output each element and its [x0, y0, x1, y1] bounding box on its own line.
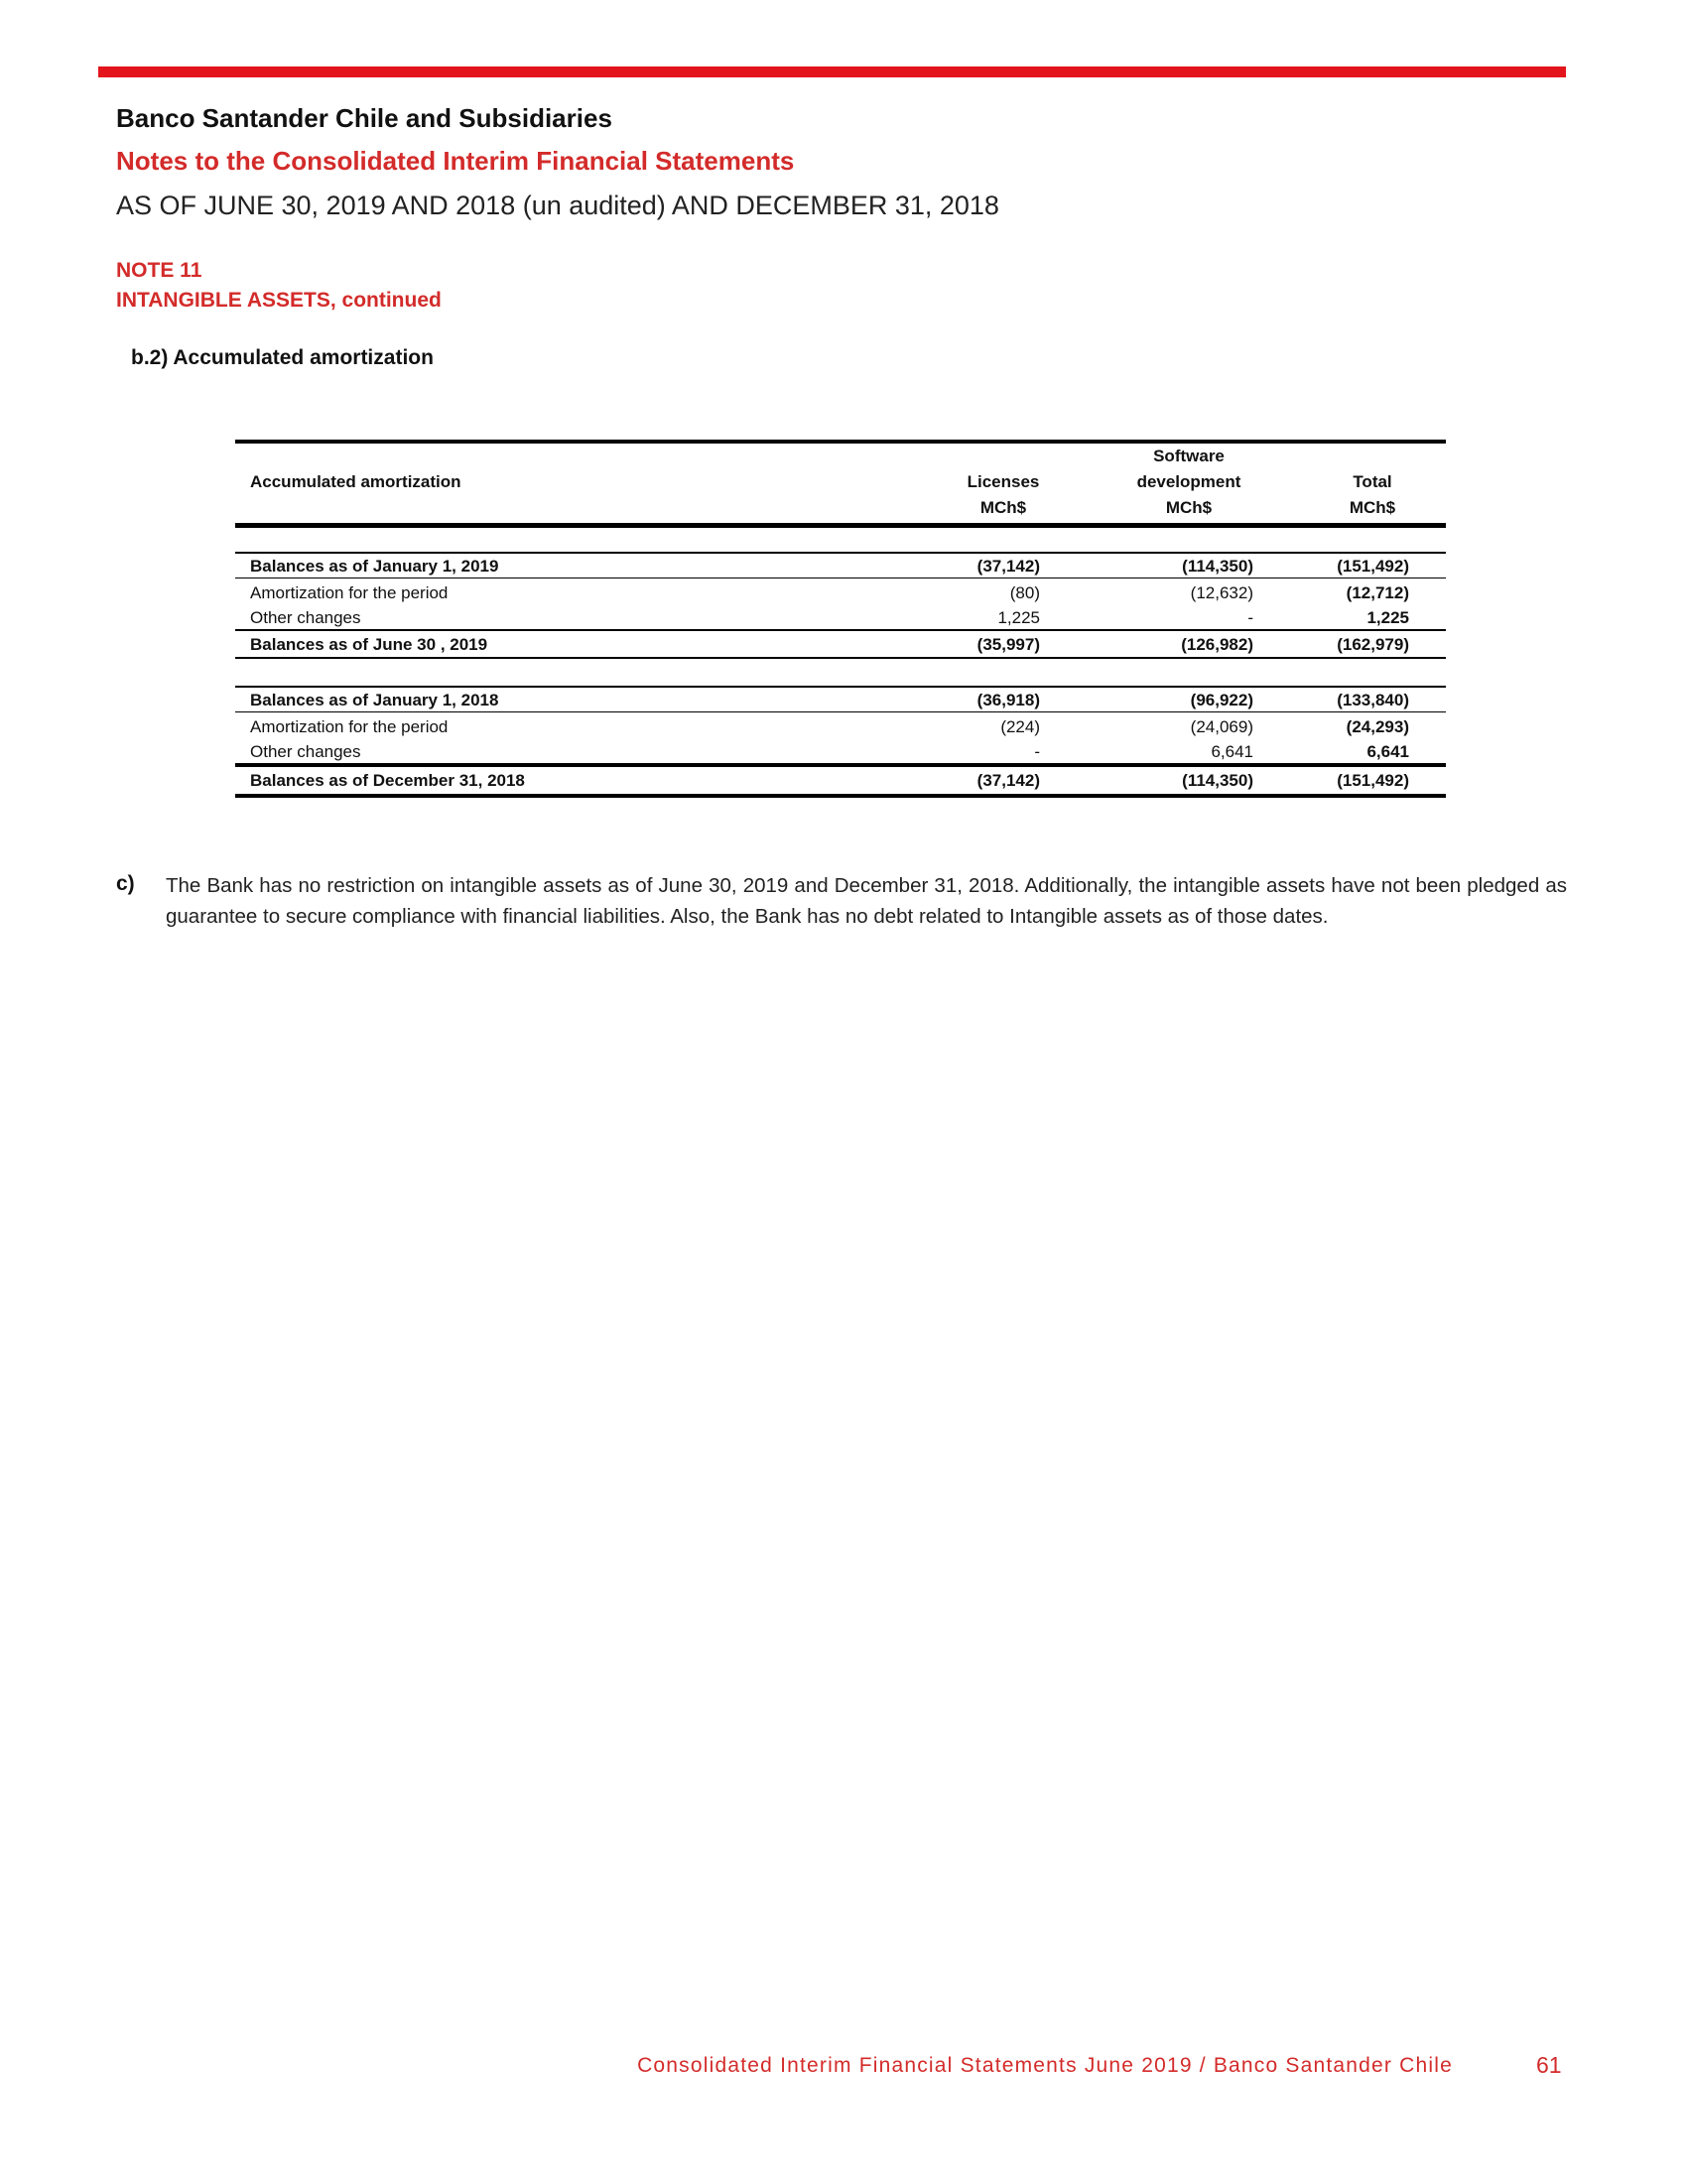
- total-value: (162,979): [1337, 635, 1409, 654]
- row-label: Other changes: [250, 608, 361, 627]
- total-value: (24,293): [1346, 717, 1409, 736]
- footer-text: Consolidated Interim Financial Statements June 2019 / Banco Santander Chile: [637, 2054, 1453, 2077]
- row-label: Other changes: [250, 742, 361, 761]
- col-header-licenses-unit: MCh$: [979, 498, 1027, 517]
- header-red-bar: [98, 66, 1566, 77]
- software-value: (114,350): [1182, 557, 1253, 576]
- section-subheading: b.2) Accumulated amortization: [131, 346, 434, 369]
- software-value: 6,641: [1211, 742, 1253, 761]
- col-header-total-unit: MCh$: [1349, 498, 1396, 517]
- col-header-licenses: Licenses: [967, 472, 1040, 491]
- licenses-value: (224): [1000, 717, 1040, 736]
- licenses-value: 1,225: [997, 608, 1040, 627]
- total-value: 6,641: [1366, 742, 1409, 761]
- table-bottom-rule: [235, 794, 1446, 798]
- col-header-software: Software: [1153, 447, 1225, 465]
- note-title: INTANGIBLE ASSETS, continued: [116, 289, 442, 312]
- row-rule: [235, 711, 1446, 712]
- header-bottom-rule: [235, 523, 1446, 528]
- total-value: (12,712): [1346, 583, 1409, 602]
- col-header-software-unit: MCh$: [1165, 498, 1213, 517]
- row-label: Balances as of January 1, 2019: [250, 557, 499, 576]
- software-value: (126,982): [1181, 635, 1253, 654]
- as-of-date: AS OF JUNE 30, 2019 AND 2018 (un audited) AND DECEMBER 31, 2018: [116, 191, 999, 220]
- table-top-rule: [235, 440, 1446, 444]
- paragraph-c-marker: c): [116, 872, 135, 895]
- row-rule: [235, 686, 1446, 688]
- row-label: Balances as of December 31, 2018: [250, 771, 525, 790]
- row-label: Balances as of January 1, 2018: [250, 691, 499, 709]
- paragraph-c-text: The Bank has no restriction on intangible assets as of June 30, 2019 and December 31, 2018. Additionally, the intangible assets have not been pledged as guarantee to secure compliance with financial liabilities. Also, the Bank has no debt related to Intangible assets as of those dates.: [166, 874, 1567, 928]
- licenses-value: -: [1034, 742, 1040, 761]
- row-rule: [235, 763, 1446, 767]
- col-header-software-2: development: [1136, 472, 1241, 491]
- software-value: (114,350): [1182, 771, 1253, 790]
- page-number: 61: [1536, 2052, 1562, 2078]
- row-label: Amortization for the period: [250, 717, 449, 736]
- col-header-total: Total: [1353, 472, 1392, 491]
- total-value: (133,840): [1337, 691, 1409, 709]
- software-value: (96,922): [1190, 691, 1253, 709]
- company-name: Banco Santander Chile and Subsidiaries: [116, 103, 612, 133]
- row-label: Amortization for the period: [250, 583, 449, 602]
- licenses-value: (37,142): [976, 771, 1040, 790]
- amortization-table: [235, 440, 1446, 807]
- row-rule: [235, 629, 1446, 631]
- licenses-value: (36,918): [976, 691, 1040, 709]
- row-label: Balances as of June 30 , 2019: [250, 635, 488, 654]
- row-rule: [235, 552, 1446, 554]
- software-value: -: [1247, 608, 1253, 627]
- note-number: NOTE 11: [116, 259, 202, 282]
- total-value: (151,492): [1337, 771, 1409, 790]
- row-rule: [235, 657, 1446, 659]
- col-header-label: Accumulated amortization: [250, 472, 461, 491]
- software-value: (24,069): [1190, 717, 1253, 736]
- total-value: (151,492): [1337, 557, 1409, 576]
- notes-title: Notes to the Consolidated Interim Financial Statements: [116, 146, 795, 176]
- licenses-value: (80): [1009, 583, 1040, 602]
- software-value: (12,632): [1190, 583, 1253, 602]
- licenses-value: (37,142): [976, 557, 1040, 576]
- total-value: 1,225: [1366, 608, 1409, 627]
- licenses-value: (35,997): [976, 635, 1040, 654]
